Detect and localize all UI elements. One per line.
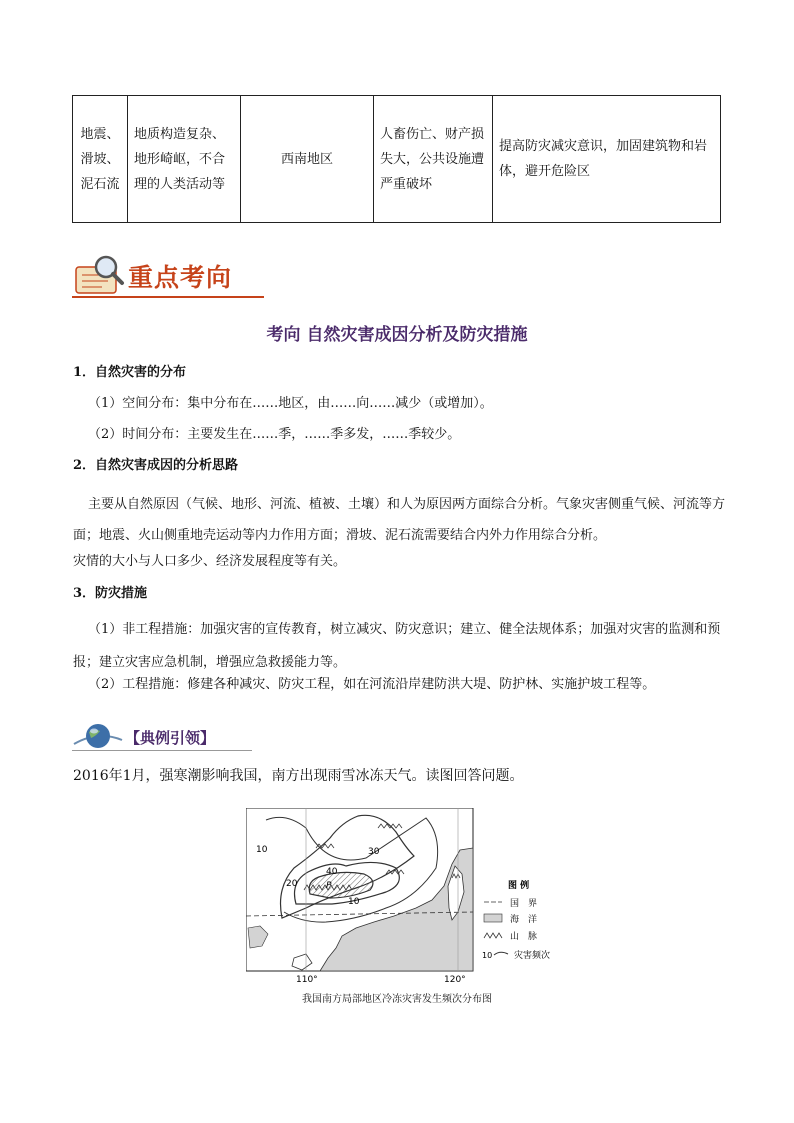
map-legend [482, 879, 550, 961]
para-3b: （2）工程措施：修建各种减灾、防灾工程，如在河流沿岸建防洪大堤、防护林、实施护坡工程等。 [88, 677, 656, 692]
section-title: 考向 自然灾害成因分析及防灾措施 [266, 325, 528, 345]
legend-item: 国 界 [510, 899, 538, 909]
cold-disaster-map [246, 808, 576, 992]
heading-2: 2．自然灾害成因的分析思路 [73, 458, 239, 473]
contour-label: 10 [256, 845, 268, 855]
table-row [73, 96, 721, 223]
legend-item: 灾害频次 [514, 951, 551, 961]
para-2a: 主要从自然原因（气候、地形、河流、植被、土壤）和人为原因两方面综合分析。气象灾害侧重气候、河流等方面；地震、火山侧重地壳运动等内力作用方面；滑坡、泥石流需要结合内外力作用综合分析。 [73, 497, 726, 543]
disaster-cell: 地震、滑坡、泥石流 [73, 96, 128, 223]
contour-label: 10 [348, 897, 360, 907]
lon-label: 110° [296, 975, 318, 985]
example-underline [72, 750, 252, 751]
heading-3: 3．防灾措施 [73, 586, 148, 601]
heading-1: 1．自然灾害的分布 [73, 365, 187, 380]
contour-label: 20 [286, 879, 298, 889]
contour-label: 30 [368, 847, 380, 857]
section-header-label: 重点考向 [128, 263, 233, 292]
legend-contour-sample: 10 [482, 951, 493, 960]
example-intro: 2016年1月，强寒潮影响我国，南方出现雨雪冰冻天气。读图回答问题。 [73, 768, 524, 784]
globe-icon [72, 720, 124, 758]
legend-title: 图 例 [508, 881, 530, 891]
example-label: 【典例引领】 [125, 729, 216, 747]
section-header-underline [72, 296, 264, 298]
map-caption: 我国南方局部地区冷冻灾害发生频次分布图 [302, 994, 492, 1005]
para-3a: （1）非工程措施：加强灾害的宣传教育，树立减灾、防灾意识；建立、健全法规体系；加强对灾害的监测和预报；建立灾害应急机制，增强应急救援能力等。 [73, 622, 721, 670]
lon-label: 120° [444, 975, 466, 985]
legend-item: 海 洋 [510, 915, 538, 925]
para-1a: （1）空间分布：集中分布在……地区，由……向……减少（或增加）。 [88, 396, 493, 411]
harm-cell: 人畜伤亡、财产损失大，公共设施遭严重破坏 [374, 96, 493, 223]
legend-item: 山 脉 [510, 932, 538, 942]
magnifier-notebook-icon [72, 253, 128, 301]
disaster-table [72, 95, 721, 223]
cause-cell: 地质构造复杂、地形崎岖，不合理的人类活动等 [128, 96, 241, 223]
measure-cell: 提高防灾减灾意识，加固建筑物和岩体，避开危险区 [493, 96, 721, 223]
point-label: P [326, 881, 332, 891]
para-1b: （2）时间分布：主要发生在……季，……季多发，……季较少。 [88, 427, 461, 442]
para-2b: 灾情的大小与人口多少、经济发展程度等有关。 [73, 554, 347, 569]
contour-label: 40 [326, 867, 338, 877]
region-cell: 西南地区 [241, 96, 374, 223]
